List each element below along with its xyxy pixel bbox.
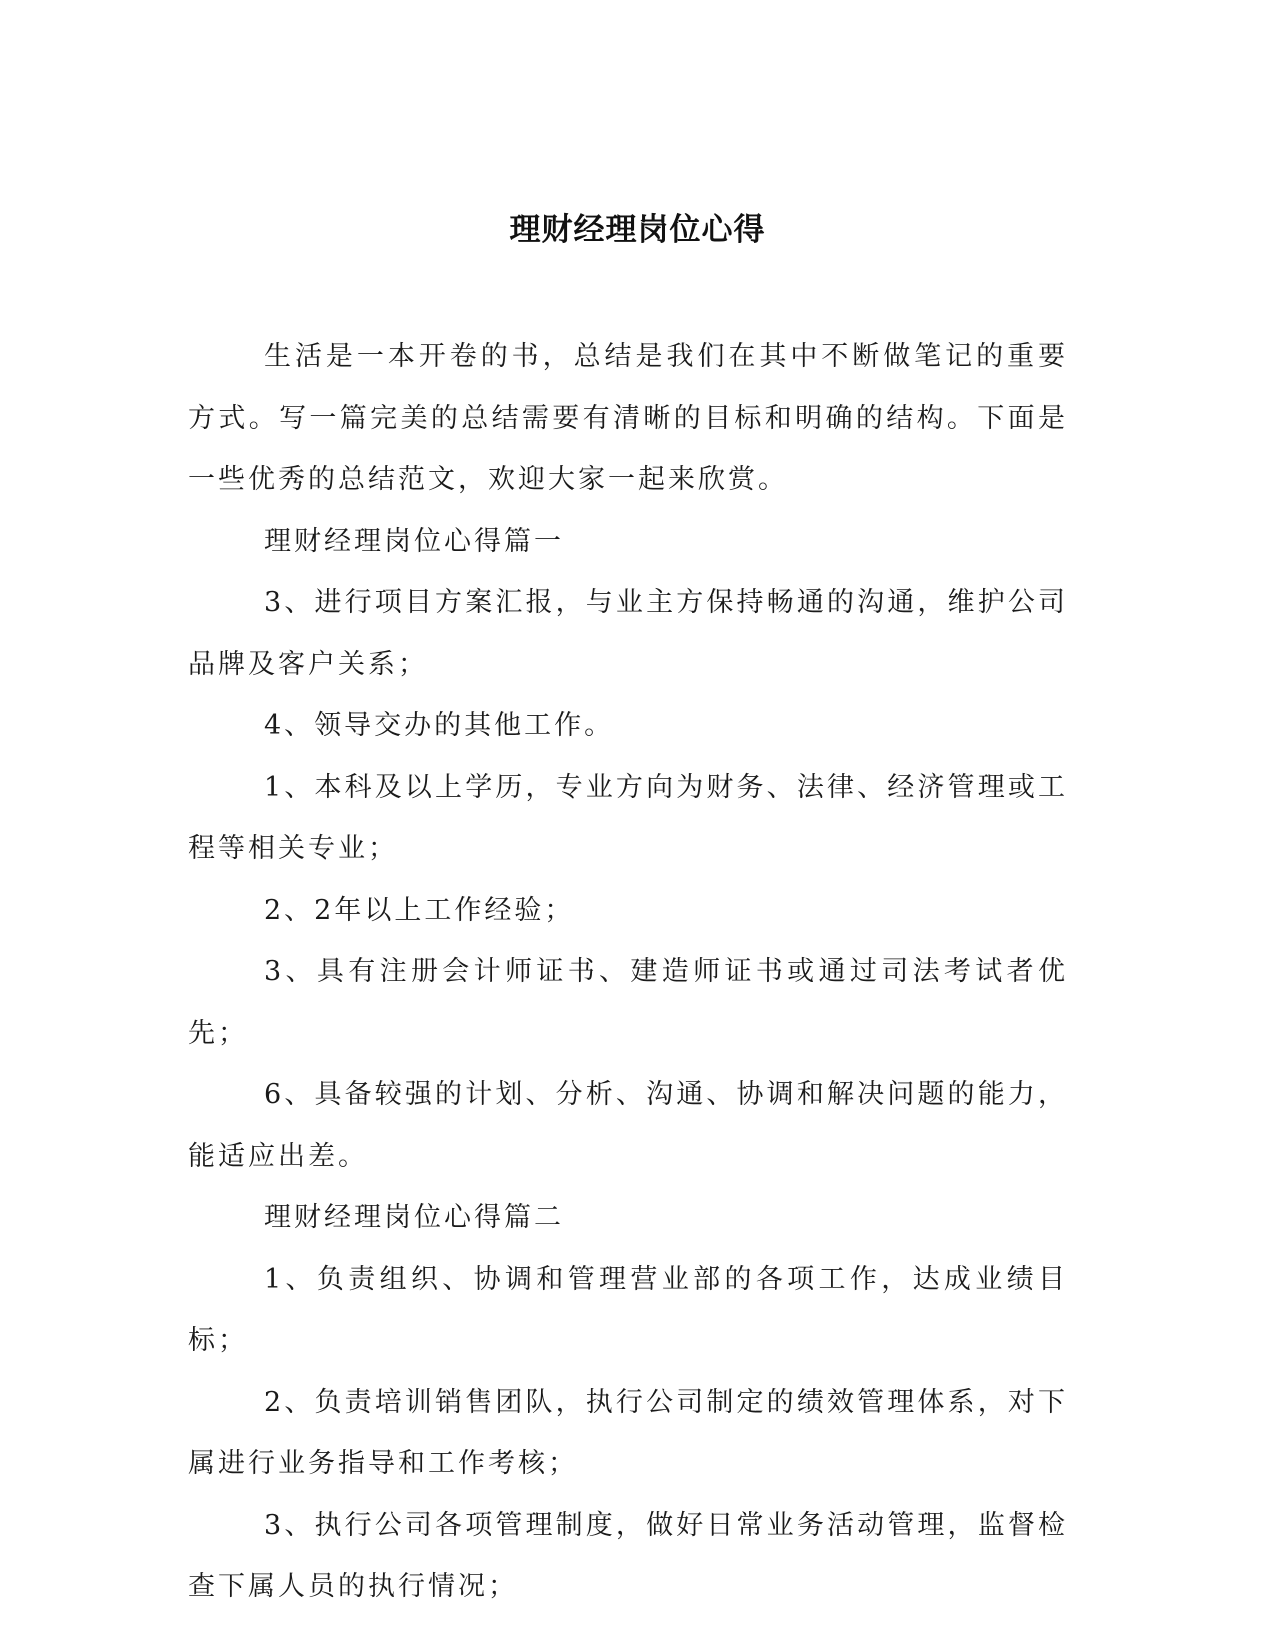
document-title: 理财经理岗位心得 (509, 212, 766, 248)
list-item: 3、具有注册会计师证书、建造师证书或通过司法考试者优先； (188, 956, 1068, 1049)
section-heading-part-one: 理财经理岗位心得篇一 (264, 525, 564, 557)
section-heading-part-two: 理财经理岗位心得篇二 (264, 1202, 564, 1233)
list-item: 6、具备较强的计划、分析、沟通、协调和解决问题的能力，能适应出差。 (188, 1079, 1068, 1172)
intro-paragraph: 生活是一本开卷的书，总结是我们在其中不断做笔记的重要方式。写一篇完美的总结需要有清晰的目标和明确的结构。下面是一些优秀的总结范文，欢迎大家一起来欣赏。 (188, 341, 1068, 495)
list-item: 4、领导交办的其他工作。 (264, 710, 615, 741)
list-item: 2、负责培训销售团队，执行公司制定的绩效管理体系，对下属进行业务指导和工作考核； (188, 1386, 1068, 1479)
list-item: 3、进行项目方案汇报，与业主方保持畅通的沟通，维护公司品牌及客户关系； (188, 587, 1068, 680)
document-body (188, 326, 1068, 1618)
list-item: 3、执行公司各项管理制度，做好日常业务活动管理，监督检查下属人员的执行情况； (188, 1509, 1068, 1602)
list-item: 1、本科及以上学历，专业方向为财务、法律、经济管理或工程等相关专业； (188, 771, 1068, 864)
list-item: 1、负责组织、协调和管理营业部的各项工作，达成业绩目标； (188, 1263, 1068, 1356)
list-item: 2、2年以上工作经验； (264, 894, 575, 926)
